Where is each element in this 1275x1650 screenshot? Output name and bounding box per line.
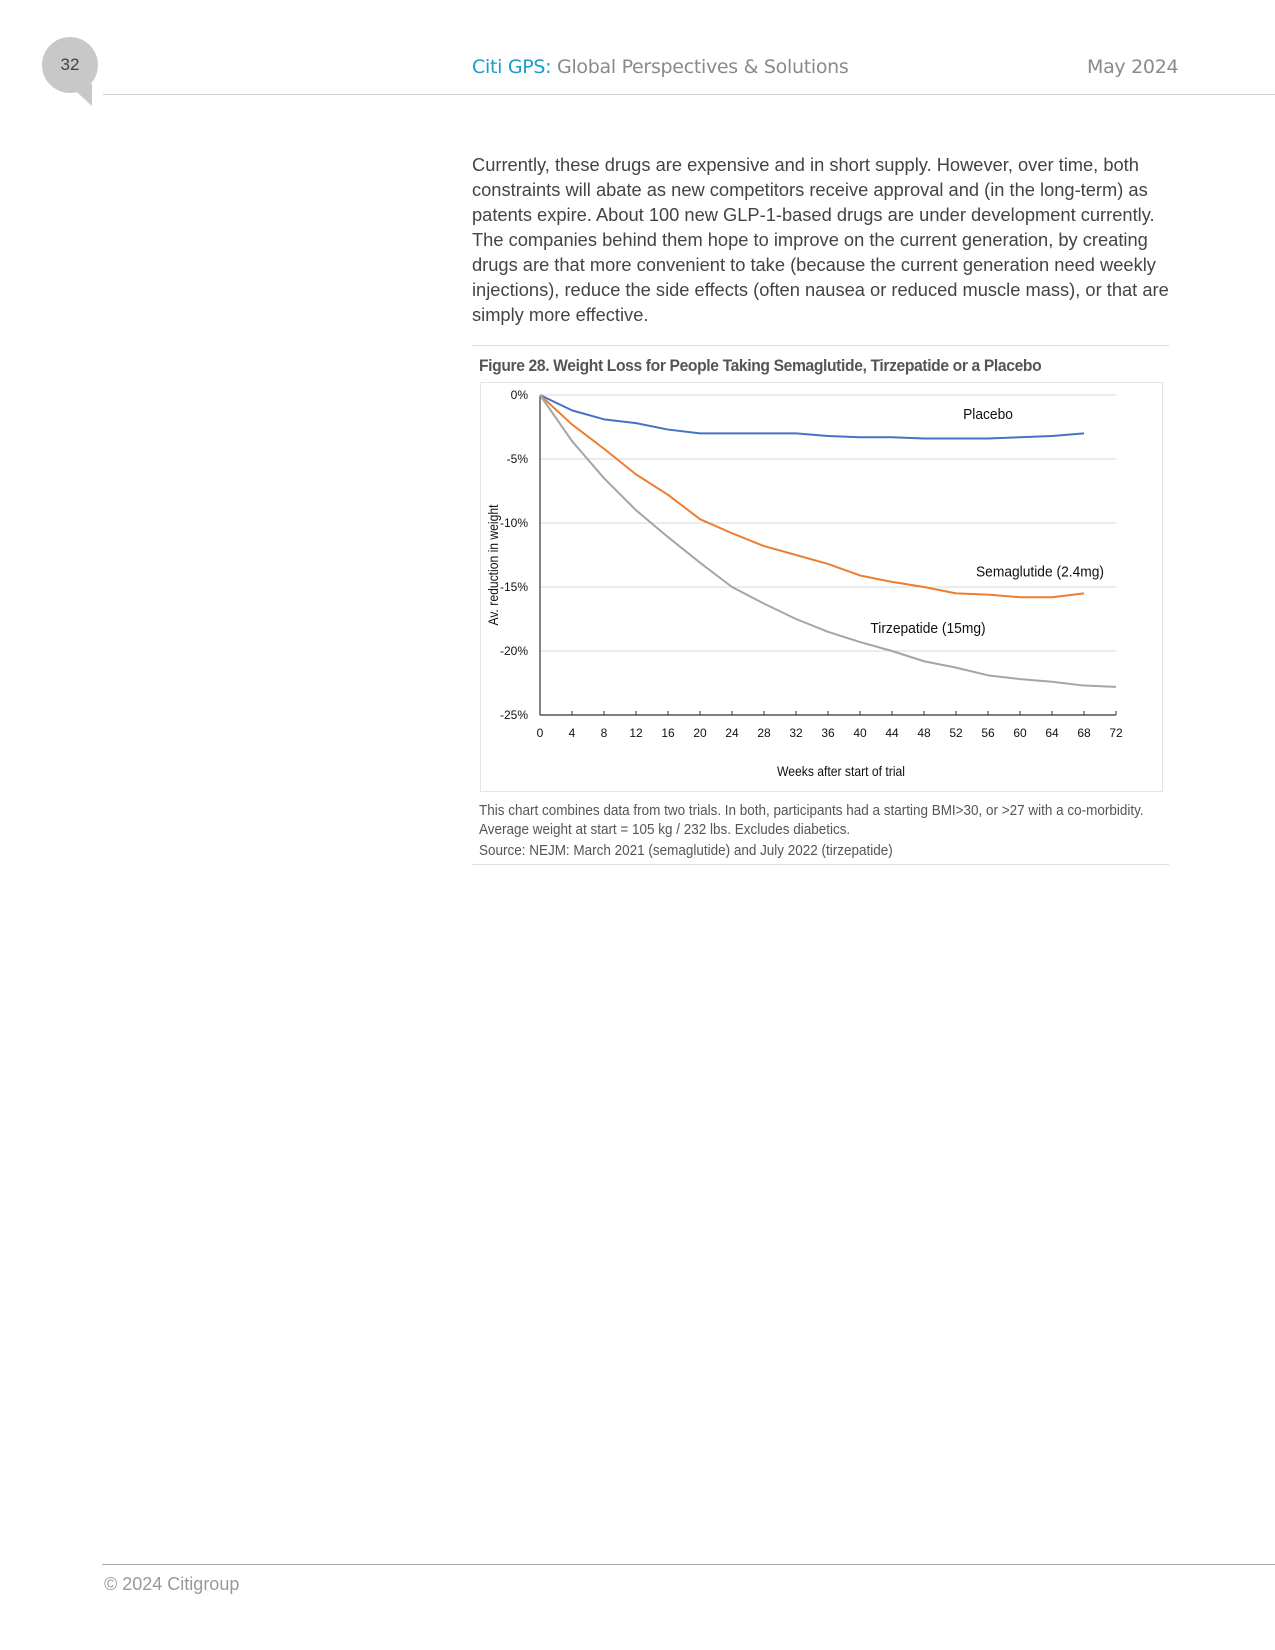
x-tick-label: 72 [1109,726,1123,740]
series-lines [540,395,1116,687]
figure-source: Source: NEJM: March 2021 (semaglutide) and July 2022 (tirzepatide) [479,843,893,859]
y-axis-ticks [500,388,528,722]
body-paragraph: Currently, these drugs are expensive and in short supply. However, over time, both constraints will abate as new competitors receive approval and (in the long-term) as patents expire. About 100 new GLP-1-based drugs are under development currently. The companies behind them hope to improve on the current generation, by creating drugs are that more convenient to take (because the current generation need weekly injections), reduce the side effects (often nausea or reduced muscle mass), or that are simply more effective. [472,154,1169,325]
y-tick-label: -5% [506,452,528,466]
x-tick-label: 48 [917,726,931,740]
footer-divider [102,1564,1275,1565]
x-tick-label: 68 [1077,726,1091,740]
gridlines [540,395,1116,715]
x-tick-label: 56 [981,726,995,740]
figure-note-line-2: Average weight at start = 105 kg / 232 lbs. Excludes diabetics. [479,822,851,838]
x-tick-label: 8 [600,726,608,740]
series-label: Tirzepatide (15mg) [870,620,986,638]
x-tick-label: 64 [1045,726,1059,740]
y-axis-title: Av. reduction in weight [485,504,502,626]
chart-frame [480,382,1163,792]
publication-date: May 2024 [1087,56,1179,78]
x-tick-label: 40 [853,726,867,740]
line-chart [481,383,1162,791]
publication-title [472,56,849,78]
series-label: Placebo [963,406,1013,424]
publication-subtitle: Global Perspectives & Solutions [557,56,849,78]
brand-name: Citi GPS: [472,56,552,78]
x-tick-label: 16 [661,726,675,740]
x-tick-label: 52 [949,726,963,740]
series-label: Semaglutide (2.4mg) [975,564,1105,581]
y-tick-label: -25% [499,708,528,722]
x-tick-label: 32 [789,726,803,740]
x-tick-label: 24 [725,726,739,740]
x-tick-label: 0 [536,726,544,740]
x-tick-label: 44 [885,726,899,740]
y-tick-label: -20% [499,644,528,658]
figure-bottom-divider [472,864,1169,865]
header-divider [103,94,1275,95]
x-axis-title: Weeks after start of trial [777,763,905,780]
y-tick-label: 0% [510,388,528,402]
y-tick-label: -10% [499,516,528,530]
footer-copyright: © 2024 Citigroup [104,1574,240,1594]
series-labels [870,407,1104,637]
x-tick-label: 28 [757,726,771,740]
x-tick-label: 4 [568,726,576,740]
figure-title: Figure 28. Weight Loss for People Taking Semaglutide, Tirzepatide or a Placebo [479,356,1042,375]
series-line-tirzepatide-15mg [540,395,1116,687]
page-badge-tail [68,84,92,106]
y-tick-label: -15% [499,580,528,594]
x-tick-label: 12 [629,726,643,740]
figure-top-divider [472,345,1169,346]
page-number: 32 [60,55,80,74]
figure-note [479,802,1144,840]
figure-note-line-1: This chart combines data from two trials. In both, participants had a starting BMI>30, or >27 with a co-morbidity. [479,803,1144,819]
x-tick-label: 60 [1013,726,1027,740]
x-tick-label: 20 [693,726,707,740]
x-tick-label: 36 [821,726,835,740]
